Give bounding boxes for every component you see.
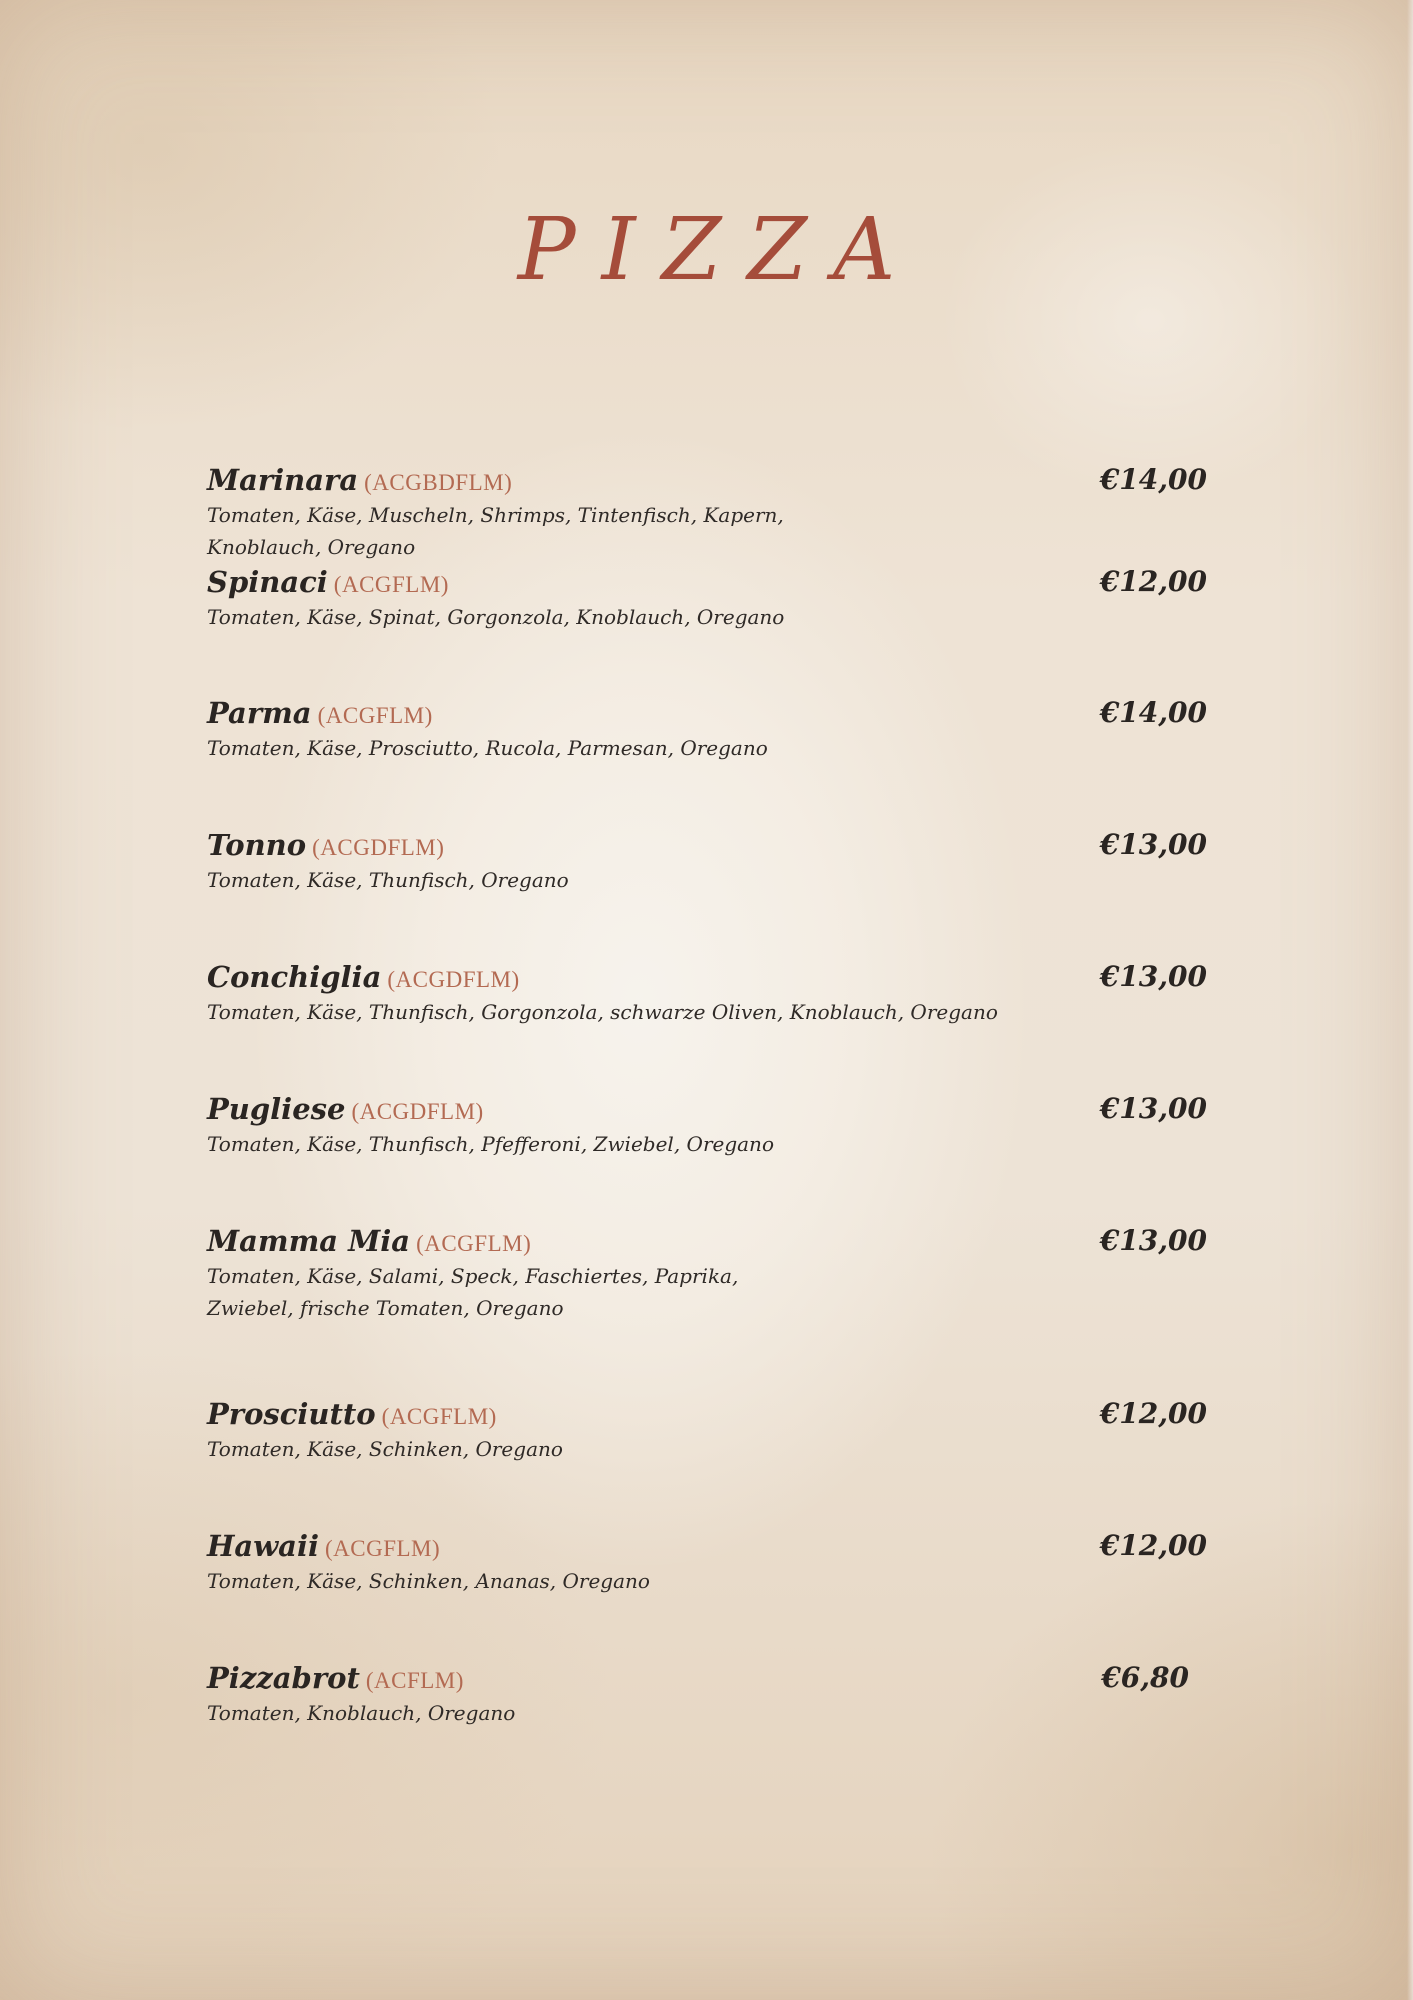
menu-item-heading (207, 1223, 1207, 1262)
menu-item-ingredients: Tomaten, Käse, Schinken, Ananas, Oregano (207, 1569, 650, 1593)
menu-item-ingredients: Tomaten, Käse, Prosciutto, Rucola, Parmesan, Oregano (207, 736, 768, 760)
menu-item-ingredients: Tomaten, Käse, Spinat, Gorgonzola, Knoblauch, Oregano (207, 605, 785, 629)
menu-item-price: €12,00 (1099, 565, 1207, 598)
menu-item-heading (207, 695, 1207, 734)
menu-item-ingredients: Tomaten, Käse, Thunfisch, Pfefferoni, Zwiebel, Oregano (207, 1132, 774, 1156)
page-edge (1407, 0, 1413, 2000)
menu-item-name: Marinara (207, 463, 359, 497)
menu-item-price: €13,00 (1099, 960, 1207, 993)
menu-item-heading (207, 1396, 1207, 1435)
menu-item-price: €14,00 (1099, 696, 1207, 729)
menu-item (207, 959, 1207, 1028)
allergen-code: (ACGBDFLM) (364, 470, 513, 495)
menu-item-price: €12,00 (1099, 1397, 1207, 1430)
allergen-code: (ACGFLM) (317, 703, 433, 728)
menu-item-price: €14,00 (1099, 463, 1207, 496)
menu-item-heading (207, 959, 1207, 998)
menu-item-heading (207, 1091, 1207, 1130)
allergen-code: (ACGFLM) (333, 572, 449, 597)
allergen-code: (ACGDFLM) (387, 967, 520, 992)
menu-item (207, 1396, 1207, 1465)
menu-item-heading (207, 1528, 1207, 1567)
menu-item-name: Tonno (207, 828, 307, 862)
menu-item-name: Mamma Mia (207, 1224, 411, 1258)
menu-item-heading (207, 462, 1207, 501)
menu-item-heading (207, 827, 1207, 866)
menu-item-price: €13,00 (1099, 1092, 1207, 1125)
menu-item-name: Parma (207, 696, 312, 730)
menu-item-price: €12,00 (1099, 1529, 1207, 1562)
menu-item-name: Spinaci (207, 565, 328, 599)
page-title: PIZZA (517, 200, 922, 300)
menu-item (207, 462, 1207, 563)
allergen-code: (ACGDFLM) (351, 1099, 484, 1124)
menu-item-price: €13,00 (1099, 1224, 1207, 1257)
menu-item (207, 1091, 1207, 1160)
menu-item-ingredients: Tomaten, Knoblauch, Oregano (207, 1701, 516, 1725)
menu-item (207, 1528, 1207, 1597)
menu-item-name: Prosciutto (207, 1397, 376, 1431)
menu-item-name: Pizzabrot (207, 1661, 360, 1695)
menu-item (207, 1223, 1207, 1324)
allergen-code: (ACGFLM) (324, 1536, 441, 1561)
menu-item-name: Pugliese (207, 1092, 346, 1126)
allergen-code: (ACFLM) (365, 1668, 464, 1693)
menu-item-name: Conchiglia (207, 960, 382, 994)
menu-item (207, 1660, 1207, 1729)
allergen-code: (ACGFLM) (416, 1231, 532, 1256)
allergen-code: (ACGFLM) (381, 1404, 497, 1429)
menu-item-ingredients: Tomaten, Käse, Schinken, Oregano (207, 1437, 563, 1461)
menu-item-ingredients: Tomaten, Käse, Thunfisch, Oregano (207, 868, 569, 892)
menu-item-ingredients: Tomaten, Käse, Salami, Speck, Faschiertes, Paprika, Zwiebel, frische Tomaten, Oregano (207, 1264, 739, 1320)
menu-item-price: €13,00 (1099, 828, 1207, 861)
menu-item-price: €6,80 (1101, 1661, 1189, 1694)
menu-item-ingredients: Tomaten, Käse, Muscheln, Shrimps, Tintenfisch, Kapern, Knoblauch, Oregano (207, 503, 784, 559)
allergen-code: (ACGDFLM) (312, 835, 445, 860)
menu-item (207, 564, 1207, 633)
menu-item-name: Hawaii (207, 1529, 319, 1563)
menu-item-ingredients: Tomaten, Käse, Thunfisch, Gorgonzola, schwarze Oliven, Knoblauch, Oregano (207, 1000, 998, 1024)
menu-item (207, 827, 1207, 896)
menu-item-heading (207, 564, 1207, 603)
menu-item (207, 695, 1207, 764)
